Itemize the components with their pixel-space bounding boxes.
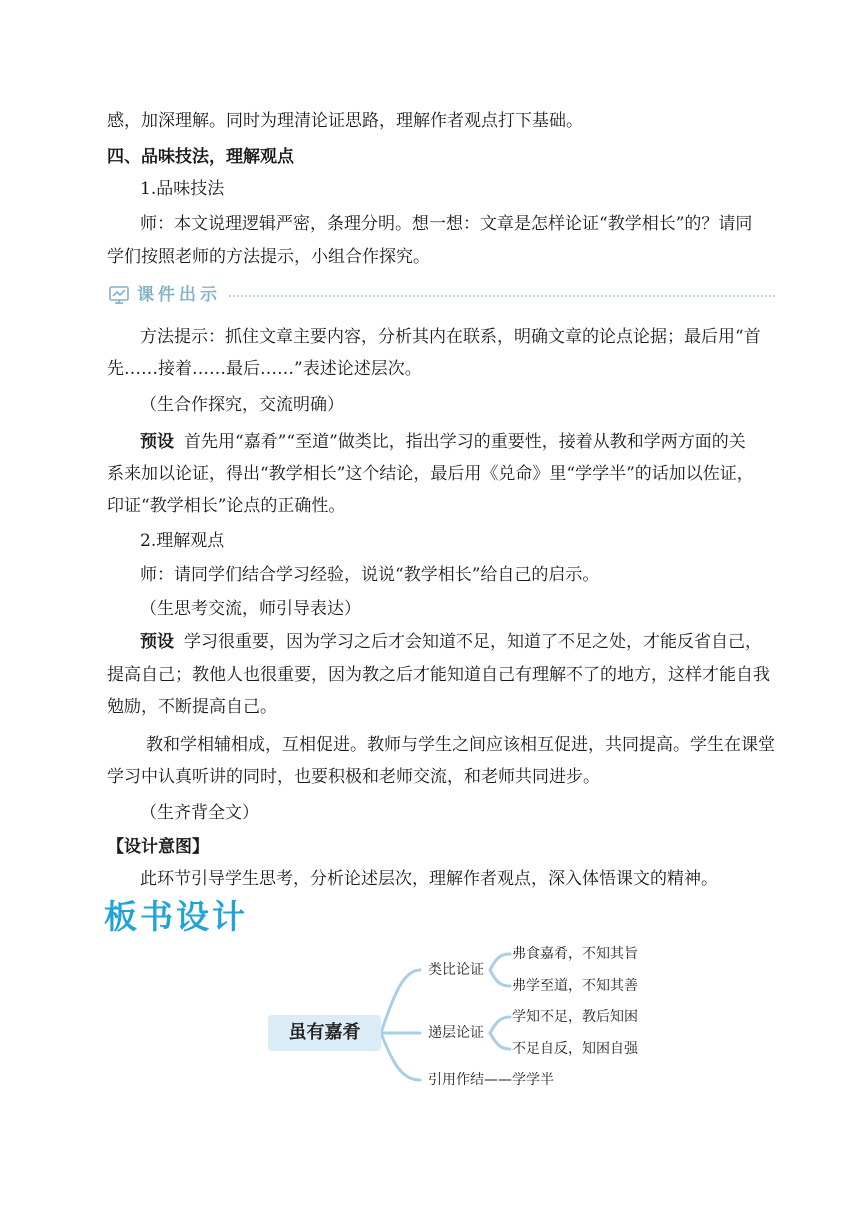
- activity-note-2: （生思考交流，师引导表达）: [140, 599, 361, 619]
- answer-2-line-5: 学习中认真听讲的同时，也要积极和老师交流，和老师共同进步。: [107, 767, 600, 787]
- answer-2-line-3: 勉励，不断提高自己。: [107, 697, 277, 717]
- teacher-prompt-2: 师：请同学们结合学习经验，说说“教学相长”给自己的启示。: [140, 565, 600, 585]
- activity-note-1: （生合作探究，交流明确）: [140, 395, 344, 415]
- connector-progressive-2: [490, 1033, 510, 1049]
- connector-analogy-1: [490, 954, 510, 970]
- board-design-title: 板书设计: [104, 897, 248, 936]
- mindmap-branch-analogy: 类比论证: [428, 962, 484, 978]
- connector-to-quote: [381, 1033, 420, 1080]
- mindmap-branch-quote: 引用作结——学学半: [428, 1072, 554, 1088]
- activity-note-3: （生齐背全文）: [140, 803, 259, 823]
- subheading-1: 1.品味技法: [140, 179, 225, 199]
- mindmap-leaf-analogy-2: 弗学至道，不知其善: [512, 978, 638, 994]
- mindmap-branch-progressive: 递层论证: [428, 1025, 484, 1041]
- design-intent-heading: 【设计意图】: [107, 837, 209, 857]
- answer-label: 预设: [140, 632, 174, 652]
- mindmap-leaf-progressive-2: 不足自反，知困自强: [512, 1041, 638, 1057]
- teacher-prompt-line-2: 学们按照老师的方法提示，小组合作探究。: [107, 247, 430, 267]
- answer-2-text: 学习很重要，因为学习之后才会知道不足，知道了不足之处，才能反省自己，: [184, 632, 762, 652]
- mindmap-leaf-analogy-1: 弗食嘉肴，不知其旨: [512, 946, 638, 962]
- teacher-prompt-line-1: 师：本文说理逻辑严密，条理分明。想一想：文章是怎样论证“教学相长”的？请同: [140, 214, 753, 234]
- connector-progressive-1: [490, 1017, 510, 1033]
- method-tip-line-2: 先……接着……最后……”表述论述层次。: [107, 359, 422, 379]
- answer-1-line-2: 系来加以论证，得出“教学相长”这个结论，最后用《兑命》里“学学半”的话加以佐证，: [107, 464, 754, 484]
- answer-label: 预设: [140, 432, 174, 452]
- mindmap-center-node: [268, 1015, 381, 1051]
- courseware-label: 课件出示: [137, 285, 221, 305]
- answer-2-line-2: 提高自己；教他人也很重要，因为教之后才能知道自己有理解不了的地方，这样才能自我: [107, 665, 770, 685]
- section-heading-4: 四、品味技法，理解观点: [107, 147, 294, 167]
- design-intent-text: 此环节引导学生思考，分析论述层次，理解作者观点，深入体悟课文的精神。: [140, 869, 718, 889]
- mindmap-center-label: 虽有嘉肴: [288, 1022, 361, 1043]
- method-tip-line-1: 方法提示：抓住文章主要内容，分析其内在联系，明确文章的论点论据；最后用“首: [140, 327, 761, 347]
- connector-analogy-2: [490, 970, 510, 986]
- connector-to-analogy: [381, 970, 420, 1033]
- paragraph-continuation: 感，加深理解。同时为理清论证思路，理解作者观点打下基础。: [107, 111, 583, 131]
- answer-1-line-3: 印证“教学相长”论点的正确性。: [107, 496, 346, 516]
- mindmap-leaf-progressive-1: 学知不足，教后知困: [512, 1009, 638, 1025]
- answer-1-text: 首先用“嘉肴”“至道”做类比，指出学习的重要性，接着从教和学两方面的关: [184, 432, 746, 452]
- answer-2-line-4: 教和学相辅相成，互相促进。教师与学生之间应该相互促进，共同提高。学生在课堂: [146, 735, 775, 755]
- subheading-2: 2.理解观点: [140, 531, 225, 551]
